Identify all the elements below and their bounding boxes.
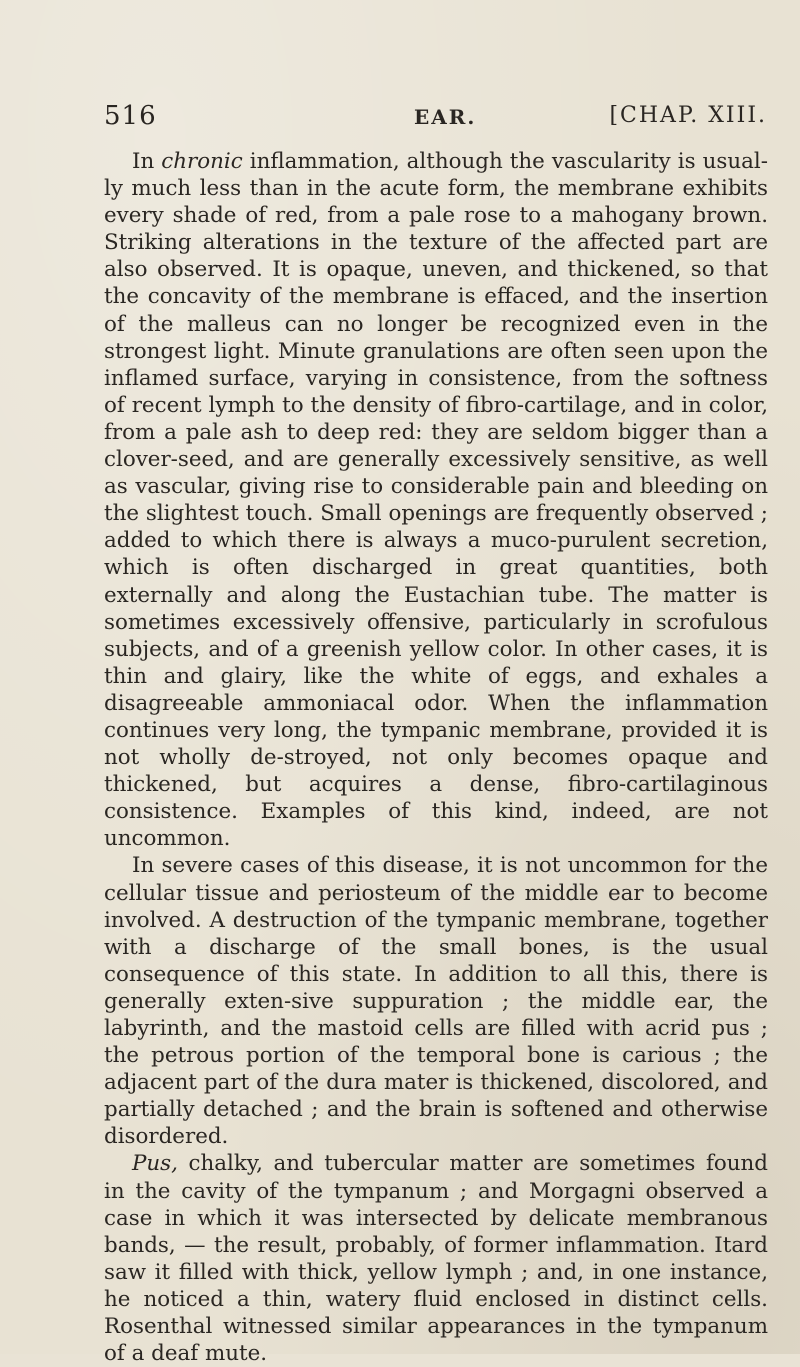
chapter-label: [CHAP. XIII. <box>609 103 767 128</box>
paragraph-text: inflammation, although the vascularity is usual-ly much less than in the acute form, the membrane exhibits every shade of red, from a pale rose to a mahogany brown. Striking alterations in the texture of the affected part are also observed. It is opaque, uneven, and thickened, so that the concavity of the membrane is effaced, and the insertion of the malleus can no longer be recognized even in the strongest light. Minute granulations are often seen upon the inflamed surface, varying in consistence, from the softness of recent lymph to the density of fibro-cartilage, and in color, from a pale ash to deep red: they are seldom bigger than a clover-seed, and are generally excessively sensitive, as well as vascular, giving rise to considerable pain and bleeding on the slightest touch. Small openings are frequently observed ; added to which there is always a muco-purulent secretion, which is often discharged in great quantities, both externally and along the Eustachian tube. The matter is sometimes excessively offensive, particularly in scrofulous subjects, and of a greenish yellow color. In other cases, it is thin and glairy, like the white of eggs, and exhales a disagreeable ammoniacal odor. When the inflammation continues very long, the tympanic membrane, provided it is not wholly de-stroyed, not only becomes opaque and thickened, but acquires a dense, fibro-cartilaginous consistence. Examples of this kind, indeed, are not uncommon. <box>104 149 768 852</box>
running-title: EAR. <box>414 105 477 129</box>
paragraph-lead: In <box>132 149 162 174</box>
page-number: 516 <box>104 101 157 131</box>
paragraph <box>104 852 768 1150</box>
paragraph-italic: Pus, <box>132 1151 178 1177</box>
body-text <box>104 148 768 1367</box>
paragraph <box>104 1150 768 1367</box>
paragraph-text: In severe cases of this disease, it is not uncommon for the cellular tissue and periosteum of the middle ear to become involved. A destruction of the tympanic membrane, together with a discharge of the small bones, is the usual consequence of this state. In addition to all this, there is generally exten-sive suppuration ; the middle ear, the labyrinth, and the mastoid cells are filled with acrid pus ; the petrous portion of the temporal bone is carious ; the adjacent part of the dura mater is thickened, discolored, and partially detached ; and the brain is softened and otherwise disordered. <box>104 853 768 1150</box>
paragraph <box>104 148 768 852</box>
paragraph-italic: chronic <box>161 149 243 174</box>
paragraph-text: chalky, and tubercular matter are sometimes found in the cavity of the tympanum ; and Morgagni observed a case in which it was intersected by delicate membranous bands, — the result, probably, of former inflammation. Itard saw it filled with thick, yellow lymph ; and, in one instance, he noticed a thin, watery fluid enclosed in distinct cells. Rosenthal witnessed similar appearances in the tympanum of a deaf mute. <box>104 1151 768 1367</box>
page-header <box>104 101 767 141</box>
